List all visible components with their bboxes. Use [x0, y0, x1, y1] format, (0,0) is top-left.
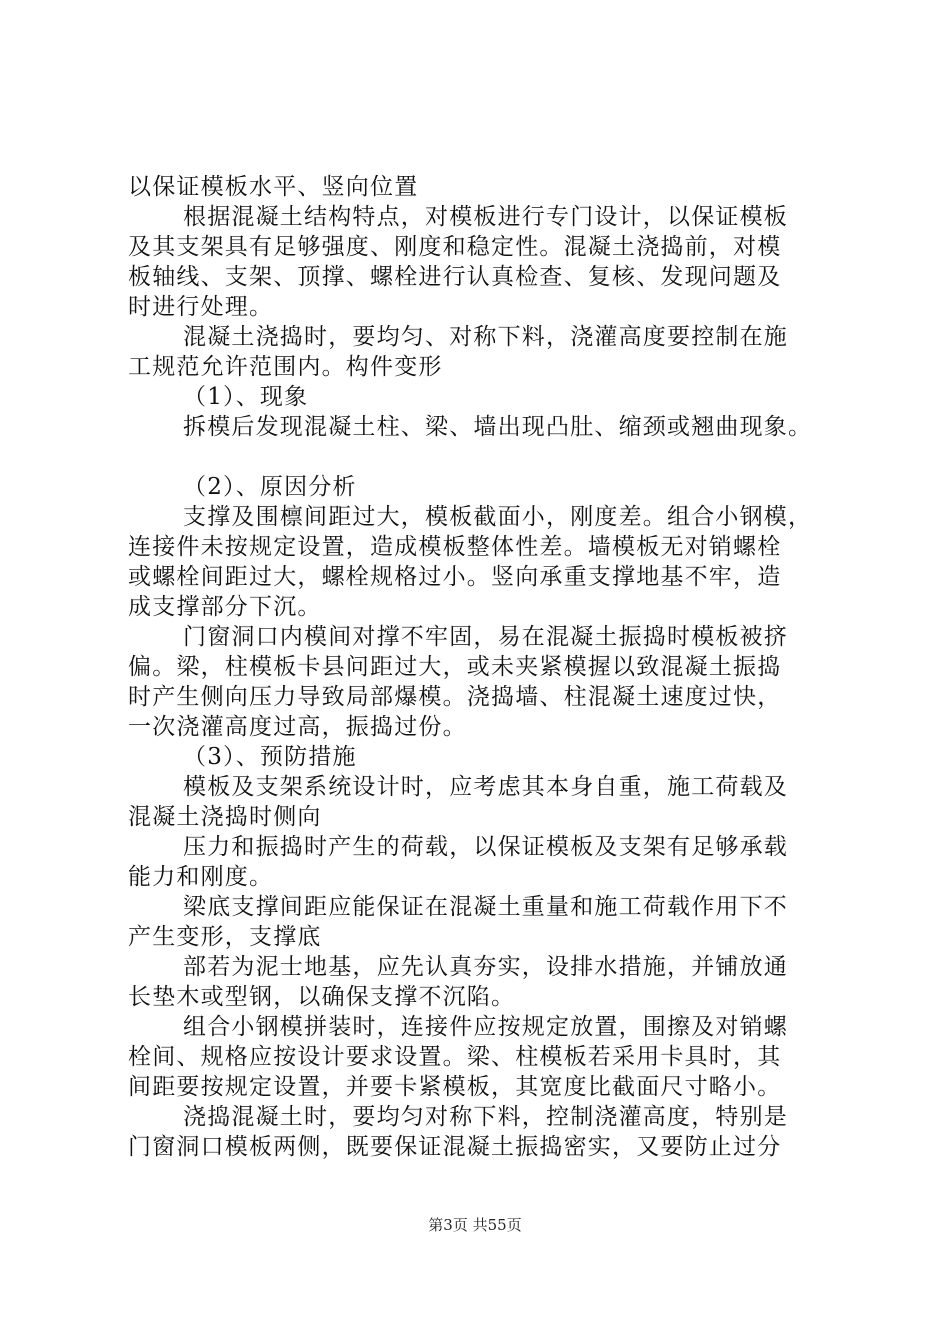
text-line: 门窗洞口内模间对撑不牢固，易在混凝土振捣时模板被挤 [183, 624, 788, 650]
text-line: 栓间、规格应按设计要求设置。梁、柱模板若采用卡具时，其 [128, 1044, 782, 1070]
text-line: 间距要按规定设置，并要卡紧模板，其宽度比截面尺寸略小。 [128, 1074, 782, 1100]
section-heading: （1）、现象 [183, 384, 309, 410]
text-line: 一次浇灌高度过高，振捣过份。 [128, 714, 467, 740]
blank-line [128, 442, 840, 472]
text-line: 及其支架具有足够强度、刚度和稳定性。混凝土浇捣前，对模 [128, 234, 782, 260]
text-line: 梁底支撑间距应能保证在混凝土重量和施工荷载作用下不 [183, 894, 788, 920]
document-body [128, 172, 840, 1162]
text-line: 混凝土浇捣时侧向 [128, 804, 322, 830]
text-line: 偏。梁，柱模板卡县问距过大，或未夹紧模握以致混凝土振捣 [128, 654, 782, 680]
text-line: 工规范允许范围内。构件变形 [128, 354, 443, 380]
text-line: 混凝土浇捣时，要均匀、对称下料，浇灌高度要控制在施 [183, 324, 788, 350]
text-line: 模板及支架系统设计时，应考虑其本身自重，施工荷载及 [183, 774, 788, 800]
text-line: 门窗洞口模板两侧，既要保证混凝土振捣密实，又要防止过分 [128, 1134, 782, 1160]
text-line: 浇捣混凝土时，要均匀对称下料，控制浇灌高度，特别是 [183, 1104, 788, 1130]
text-line: 时产生侧向压力导致局部爆模。浇捣墙、柱混凝土速度过快， [128, 684, 782, 710]
section-heading: （3）、预防措施 [183, 744, 357, 770]
text-line: 时进行处理。 [128, 294, 274, 320]
text-line: 产生变形，支撑底 [128, 924, 322, 950]
text-line: 板轴线、支架、顶撑、螺栓进行认真检查、复核、发现问题及 [128, 264, 782, 290]
section-heading: （2）、原因分析 [183, 474, 357, 500]
text-line: 以保证模板水平、竖向位置 [128, 174, 419, 200]
text-line: 部若为泥士地基，应先认真夯实，设排水措施，并铺放通 [183, 954, 788, 980]
text-line: 压力和振捣时产生的荷载，以保证模板及支架有足够承载 [183, 834, 788, 860]
text-line: 连接件未按规定设置，造成模板整体性差。墙模板无对销螺栓 [128, 534, 782, 560]
text-line: 能力和刚度。 [128, 864, 274, 890]
text-line: 或螺栓间距过大，螺栓规格过小。竖向承重支撑地基不牢，造 [128, 564, 782, 590]
text-line: 组合小钢模拼装时，连接件应按规定放置，围擦及对销螺 [183, 1014, 788, 1040]
page-number-footer: 第3页 共55页 [428, 1216, 522, 1234]
text-line: 根据混凝土结构特点，对模板进行专门设计，以保证模板 [183, 204, 788, 230]
text-line: 成支撑部分下沉。 [128, 594, 322, 620]
text-line: 拆模后发现混凝土柱、梁、墙出现凸肚、缩颈或翘曲现象。 [183, 414, 813, 440]
text-line: 支撑及围檩间距过大，模板截面小，刚度差。组合小钢模， [183, 504, 813, 530]
text-line: 长垫木或型钢，以确保支撑不沉陷。 [128, 984, 516, 1010]
